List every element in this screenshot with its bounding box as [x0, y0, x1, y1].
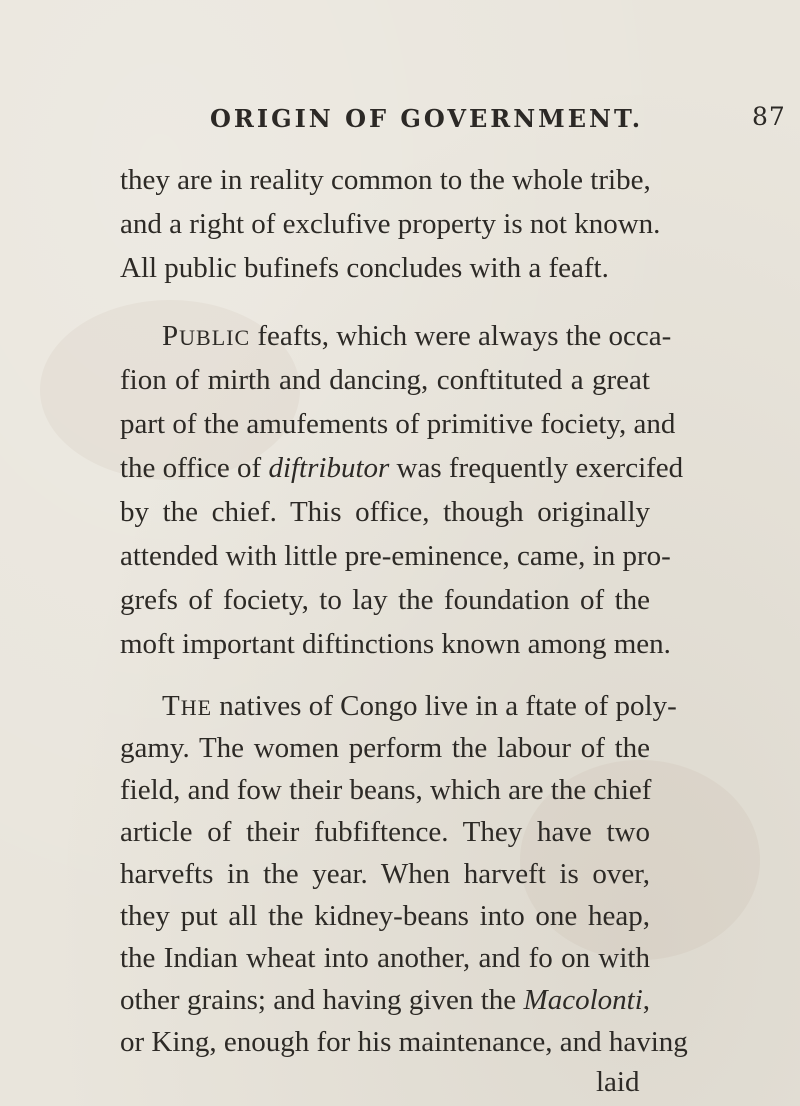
text-line: by the chief. This office, though originally — [120, 496, 650, 528]
text-line: they put all the kidney-beans into one heap, — [120, 900, 650, 932]
text-line: and a right of exclufive property is not known. — [120, 208, 661, 240]
text-line: gamy. The women perform the labour of the — [120, 732, 650, 764]
running-head-title: ORIGIN OF GOVERNMENT. — [210, 104, 644, 133]
lead-line-text: feafts, which were always the occa- — [250, 320, 672, 352]
text-line: other grains; and having given the Macolonti, — [120, 984, 650, 1016]
paragraph-lead-line — [162, 686, 677, 726]
text-line: harvefts in the year. When harveft is over, — [120, 858, 650, 890]
initial-letter: P — [162, 320, 180, 352]
text-line: moft important diftinctions known among men. — [120, 628, 671, 660]
text-line: the Indian wheat into another, and fo on with — [120, 942, 650, 974]
text-line: or King, enough for his maintenance, and having — [120, 1026, 688, 1058]
initial-letter: T — [162, 690, 181, 722]
page-number: 87 — [752, 102, 786, 131]
lead-line-text: natives of Congo live in a ftate of poly- — [212, 690, 677, 722]
text-line: All public bufinefs concludes with a feaft. — [120, 252, 609, 284]
text-line: they are in reality common to the whole tribe, — [120, 164, 651, 196]
catchword: laid — [596, 1066, 640, 1098]
text-line-content: the office of diftributor was frequently exercifed — [120, 452, 684, 484]
text-line: attended with little pre-eminence, came, in pro- — [120, 540, 671, 572]
text-line: fion of mirth and dancing, conftituted a great — [120, 364, 650, 396]
small-caps-word: HE — [180, 695, 213, 720]
text-line: article of their fubfiftence. They have two — [120, 816, 650, 848]
italic-word: Macolonti — [523, 984, 643, 1016]
text-line: grefs of fociety, to lay the foundation of the — [120, 584, 650, 616]
text-line: field, and fow their beans, which are the chief — [120, 774, 652, 806]
paragraph-lead-line — [162, 316, 672, 356]
running-head — [210, 104, 800, 144]
small-caps-word: UBLIC — [179, 325, 251, 350]
text-line — [120, 448, 684, 488]
text-line: part of the amufements of primitive fociety, and — [120, 408, 676, 440]
italic-word: diftributor — [268, 452, 390, 484]
